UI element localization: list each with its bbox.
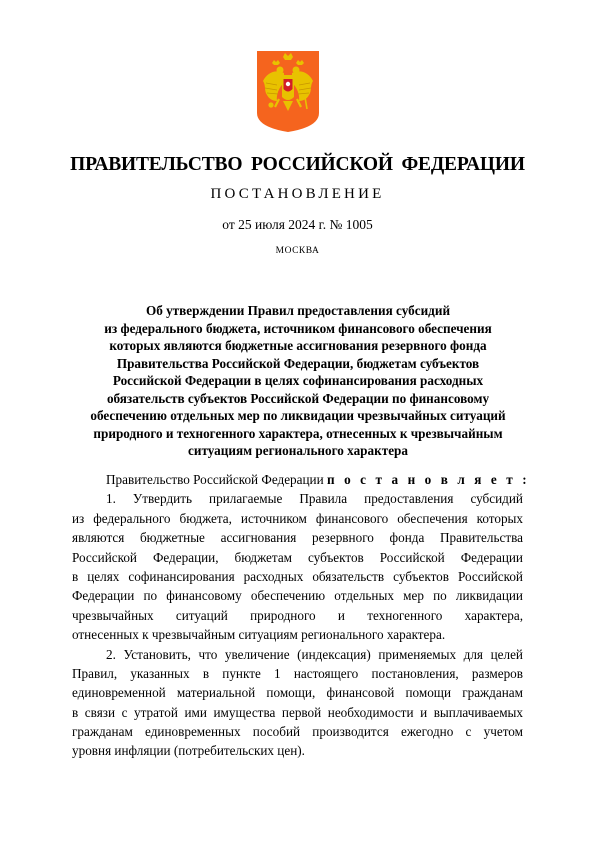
document-type: ПОСТАНОВЛЕНИЕ [210, 186, 385, 202]
paragraph-line: Федерации по финансовому обеспечению отдельных мер по ликвидации [72, 588, 523, 604]
city: МОСКВА [275, 246, 320, 256]
document-title [62, 302, 534, 460]
title-line: природного и техногенного характера, отнесенных к чрезвычайным [93, 425, 503, 441]
title-line: из федерального бюджета, источником финансового обеспечения [104, 320, 492, 336]
paragraph-line: отнесенных к чрезвычайным ситуациям регионального характера. [72, 627, 446, 643]
title-line: Об утверждении Правил предоставления субсидий [145, 303, 451, 318]
date-and-number: от 25 июля 2024 г. № 1005 [222, 217, 373, 232]
preamble [72, 470, 530, 489]
title-line: обязательств субъектов Российской Федерации по финансовому [106, 390, 490, 406]
title-line: ситуациям регионального характера [188, 443, 408, 458]
paragraph-line: гражданам единовременных пособий производится ежегодно с учетом [72, 724, 523, 740]
paragraph-line: Российской Федерации, бюджетам субъектов Российской Федерации [72, 549, 523, 565]
document-body [72, 470, 530, 761]
title-line: Правительства Российской Федерации, бюджетам субъектов [116, 355, 480, 371]
paragraph-2 [72, 645, 523, 761]
paragraph-line: 1. Утвердить прилагаемые Правила предоставления субсидий [106, 491, 523, 507]
paragraph-line: уровня инфляции (потребительских цен). [72, 743, 305, 759]
russian-coat-of-arms-icon [257, 51, 319, 132]
paragraph-line: единовременной материальной помощи, финансовой помощи гражданам [72, 685, 523, 701]
preamble-verb: п о с т а н о в л я е т : [326, 472, 530, 487]
paragraph-1 [72, 489, 523, 644]
title-line: которых являются бюджетные ассигнования резервного фонда [109, 338, 487, 353]
paragraph-line: являются бюджетные ассигнования резервного фонда Правительства [72, 530, 523, 546]
paragraph-line: в связи с утратой ими имущества первой необходимости и выплачиваемых [72, 704, 523, 720]
title-line: Российской Федерации в целях софинансирования расходных [112, 373, 484, 388]
paragraph-line: чрезвычайных ситуаций природного и техногенного характера, [72, 607, 523, 623]
paragraph-line: в целях софинансирования расходных обязательств субъектов Российской [72, 568, 523, 584]
paragraph-line: Правил, указанных в пункте 1 настоящего постановления, размеров [72, 665, 523, 681]
title-line: обеспечению отдельных мер по ликвидации чрезвычайных ситуаций [90, 408, 506, 423]
paragraph-line: из федерального бюджета, источником финансового обеспечения которых [72, 510, 523, 526]
preamble-subject: Правительство Российской Федерации [106, 472, 324, 487]
paragraph-line: 2. Установить, что увеличение (индексация) применяемых для целей [106, 646, 523, 662]
government-name: ПРАВИТЕЛЬСТВО РОССИЙСКОЙ ФЕДЕРАЦИИ [70, 154, 525, 175]
